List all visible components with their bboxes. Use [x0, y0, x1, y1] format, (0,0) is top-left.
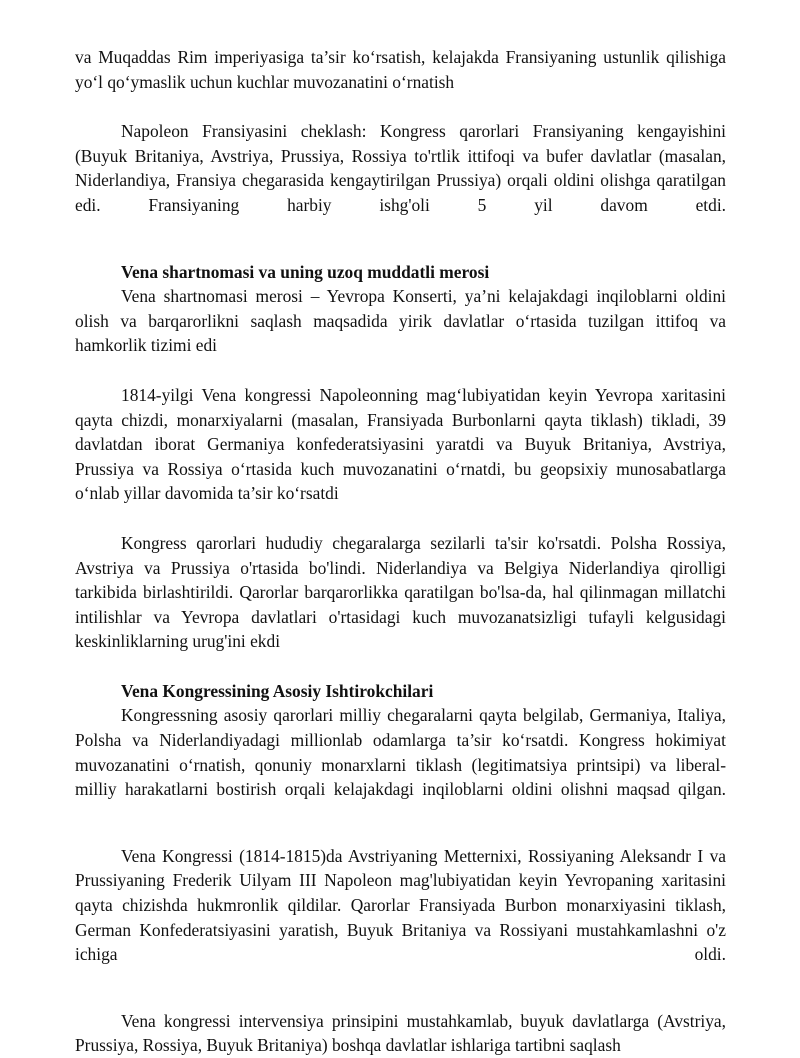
paragraph-intervention-principle: Vena kongressi intervensiya prinsipini mustahkamlab, buyuk davlatlarga (Avstriya, Prussiya, Rossiya, Buyuk Britaniya) boshqa davlatlar ishlariga tartibni saqlash: [75, 1010, 726, 1056]
heading-vienna-treaty-legacy: Vena shartnomasi va uning uzoq muddatli merosi: [121, 261, 490, 282]
paragraph-territorial-decisions: Kongress qarorlari hududiy chegaralarga sezilarli ta'sir ko'rsatdi. Polsha Rossiya, Avstriya va Prussiya o'rtasida bo'lindi. Niderlandiya va Belgiya Niderlandiya qirolligi tarkibida birlashtirildi. Qarorlar barqarorlikka qaratilgan bo'lsa-da, hal qilinmagan millatchi intilishlar va Yevropa davlatlari o'rtasidagi kuch muvozanatsizligi tufayli kelgusidagi keskinliklarning urug'ini ekdi: [75, 532, 726, 652]
paragraph-concert-of-europe: Vena shartnomasi merosi – Yevropa Konserti, ya’ni kelajakdagi inqiloblarni oldini olish va barqarorlikni saqlash maqsadida yirik davlatlar o‘rtasida tuzilgan ittifoq va hamkorlik tizimi edi: [75, 286, 726, 356]
paragraph-congress-decisions: Kongressning asosiy qarorlari milliy chegaralarni qayta belgilab, Germaniya, Italiya, Polsha va Niderlandiyadagi millionlab odamlarga ta’sir ko‘rsatdi. Kongress hokimiyat muvozanatini o‘rnatish, qonuniy monarxlarni tiklash (legitimatsiya printsipi) va liberal-milliy harakatlarni bostirish orqali kelajakdagi inqiloblarni oldini olishni maqsad qilgan.: [75, 705, 726, 800]
heading-main-participants: Vena Kongressining Asosiy Ishtirokchilari: [121, 680, 434, 701]
paragraph-napoleon-restriction: Napoleon Fransiyasini cheklash: Kongress qarorlari Fransiyaning kengayishini (Buyuk Britaniya, Avstriya, Prussiya, Rossiya to'rtlik ittifoqi va bufer davlatlar (masalan, Niderlandiya, Fransiya chegarasida kengaytirilgan Prussiya) orqali oldini olishga qaratilgan edi. Fransiyaning harbiy ishg'oli 5 yil davom etdi.: [75, 121, 726, 215]
paragraph-1814-congress: 1814-yilgi Vena kongressi Napoleonning mag‘lubiyatidan keyin Yevropa xaritasini qayta chizdi, monarxiyalarni (masalan, Fransiyada Burbonlarni qayta tiklash) tikladi, 39 davlatdan iborat Germaniya konfederatsiyasini yaratdi va Buyuk Britaniya, Avstriya, Prussiya va Rossiya o‘rtasida kuch muvozanatini o‘rnatdi, bu geopsixiy munosabatlarga o‘nlab yillar davomida ta’sir ko‘rsatdi: [75, 384, 726, 504]
paragraph-intro-continuation: va Muqaddas Rim imperiyasiga ta’sir ko‘rsatish, kelajakda Fransiyaning ustunlik qilishiga yo‘l qo‘ymaslik uchun kuchlar muvozanatini o‘rnatish: [75, 47, 726, 92]
document-page: [75, 0, 726, 1058]
paragraph-congress-leaders: Vena Kongressi (1814-1815)da Avstriyaning Metternixi, Rossiyaning Aleksandr I va Prussiyaning Frederik Uilyam III Napoleon mag'lubiyatidan keyin Yevropaning xaritasini qayta chizishda hukmronlik qildilar. Qarorlar Fransiyada Burbon monarxiyasini tiklash, German Konfederatsiyasini yaratish, Buyuk Britaniya va Rossiyani mustahkamlashni o'z ichiga oldi.: [75, 845, 726, 965]
